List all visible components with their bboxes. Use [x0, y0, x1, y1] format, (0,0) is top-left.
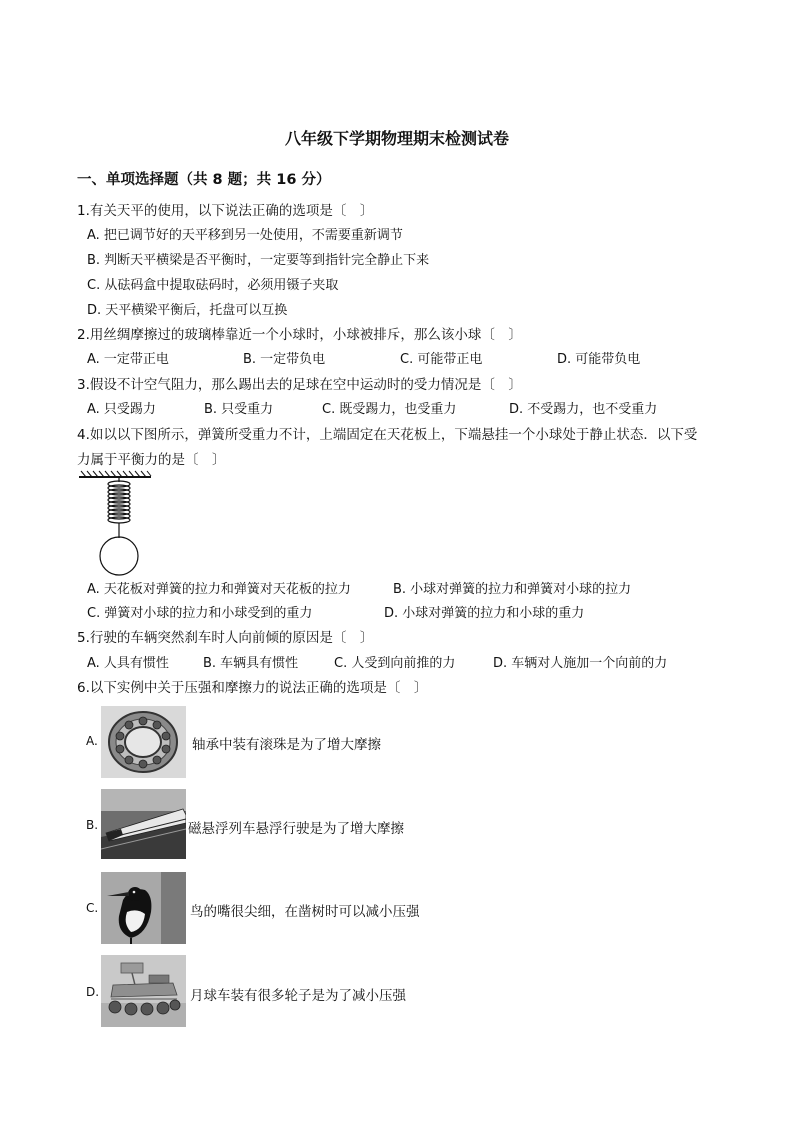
question-5-stem: 5.行驶的车辆突然刹车时人向前倾的原因是〔 〕: [77, 630, 374, 646]
question-3-option-b[interactable]: B. 只受重力: [204, 402, 274, 417]
question-6-option-d-label: D.: [86, 985, 100, 999]
question-2-option-a[interactable]: A. 一定带正电: [87, 352, 169, 367]
woodpecker-image[interactable]: [101, 872, 186, 944]
question-3-option-a[interactable]: A. 只受踢力: [87, 402, 156, 417]
section-heading: 一、单项选择题（共 8 题；共 16 分）: [77, 172, 331, 188]
bearing-image[interactable]: [101, 706, 186, 778]
question-1-option-c[interactable]: C. 从砝码盒中提取砝码时，必须用镊子夹取: [87, 278, 339, 293]
question-6-option-a-text[interactable]: 轴承中装有滚珠是为了增大摩擦: [192, 737, 381, 753]
hanging-ball: [100, 537, 138, 575]
question-6-stem: 6.以下实例中关于压强和摩擦力的说法正确的选项是〔 〕: [77, 680, 428, 696]
question-6-option-d-text[interactable]: 月球车装有很多轮子是为了减小压强: [190, 988, 406, 1004]
question-4-option-d[interactable]: D. 小球对弹簧的拉力和小球的重力: [384, 606, 585, 621]
question-5-option-d[interactable]: D. 车辆对人施加一个向前的力: [493, 656, 668, 671]
question-1-stem: 1.有关天平的使用，以下说法正确的选项是〔 〕: [77, 203, 374, 219]
question-1-option-d[interactable]: D. 天平横梁平衡后，托盘可以互换: [87, 303, 288, 318]
spring-coil: [108, 477, 130, 538]
question-4-option-c[interactable]: C. 弹簧对小球的拉力和小球受到的重力: [87, 606, 313, 621]
question-4-option-b[interactable]: B. 小球对弹簧的拉力和弹簧对小球的拉力: [393, 582, 632, 597]
question-1-option-a[interactable]: A. 把已调节好的天平移到另一处使用，不需要重新调节: [87, 228, 403, 243]
question-6-option-b-text[interactable]: 磁悬浮列车悬浮行驶是为了增大摩擦: [188, 821, 404, 837]
question-4-stem-line2: 力属于平衡力的是〔 〕: [77, 452, 226, 468]
question-4-option-a[interactable]: A. 天花板对弹簧的拉力和弹簧对天花板的拉力: [87, 582, 351, 597]
question-4-stem-line1: 4.如以以下图所示，弹簧所受重力不计，上端固定在天花板上，下端悬挂一个小球处于静止状态．以下受: [77, 427, 698, 443]
maglev-train-image[interactable]: [101, 789, 186, 859]
question-2-option-d[interactable]: D. 可能带负电: [557, 352, 641, 367]
question-5-option-a[interactable]: A. 人具有惯性: [87, 656, 169, 671]
question-3-option-c[interactable]: C. 既受踢力，也受重力: [322, 402, 457, 417]
question-2-stem: 2.用丝绸摩擦过的玻璃棒靠近一个小球时，小球被排斥，那么该小球〔 〕: [77, 327, 522, 343]
spring-ball-diagram: [75, 470, 155, 580]
question-6-option-c-label: C.: [86, 901, 99, 915]
page-title: 八年级下学期物理期末检测试卷: [284, 129, 509, 148]
question-2-option-c[interactable]: C. 可能带正电: [400, 352, 483, 367]
question-3-option-d[interactable]: D. 不受踢力，也不受重力: [509, 402, 658, 417]
ceiling-hatch: [79, 471, 151, 477]
question-5-option-c[interactable]: C. 人受到向前推的力: [334, 656, 456, 671]
question-6-option-b-label: B.: [86, 818, 99, 832]
question-2-option-b[interactable]: B. 一定带负电: [243, 352, 326, 367]
question-3-stem: 3.假设不计空气阻力，那么踢出去的足球在空中运动时的受力情况是〔 〕: [77, 377, 522, 393]
question-5-option-b[interactable]: B. 车辆具有惯性: [203, 656, 299, 671]
question-6-option-c-text[interactable]: 鸟的嘴很尖细，在凿树时可以减小压强: [190, 904, 420, 920]
lunar-rover-image[interactable]: [101, 955, 186, 1027]
question-6-option-a-label: A.: [86, 734, 98, 748]
question-1-option-b[interactable]: B. 判断天平横梁是否平衡时，一定要等到指针完全静止下来: [87, 253, 430, 268]
